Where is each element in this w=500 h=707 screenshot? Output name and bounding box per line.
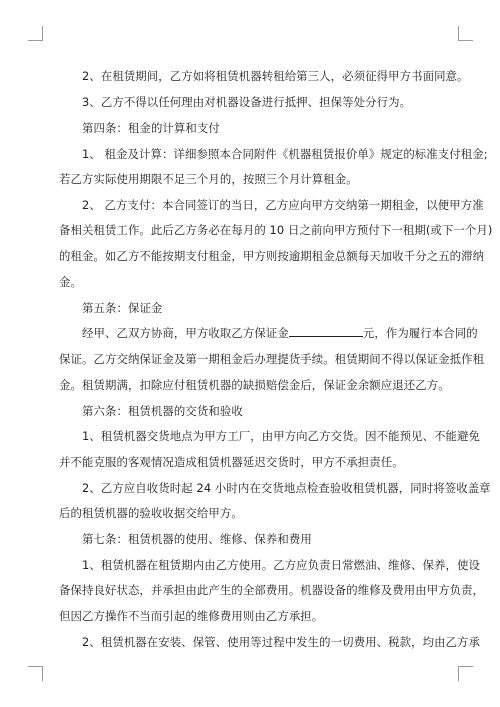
article-6-para-2-line-1: 2、乙方应自收货时起 24 小时内在交货地点检查验收租赁机器，同时将签收盖章 [82,481,491,495]
article-4-para-2-line-2: 备相关租赁工作。此后乙方务必在每月的 10 日之前向甲方预付下一租期(或下一个月) [59,223,493,237]
article-6-heading: 第六条：租赁机器的交货和验收 [82,404,243,418]
article-4-heading: 第四条：租金的计算和支付 [82,121,220,135]
article-7-heading: 第七条：租赁机器的使用、维修、保养和费用 [82,532,312,546]
article-4-para-2-line-1: 2、 乙方支付：本合同签订的当日，乙方应向甲方交纳第一期租金，以便甲方准 [82,198,484,212]
clause-2-paragraph: 2、在租赁期间，乙方如将租赁机器转租给第三人，必须征得甲方书面同意。 [82,69,469,83]
page-corner-mark-top-left [28,26,43,41]
article-4-para-2-line-3: 的租金。如乙方不能按期支付租金，甲方则按逾期租金总额每天加收千分之五的滞纳 [59,249,485,263]
article-5-para-1-line-3: 金。租赁期满，扣除应付租赁机器的缺损赔偿金后，保证金余额应退还乙方。 [59,378,450,392]
article-5-para-1-line-2: 保证。乙方交纳保证金及第一期租金后办理提货手续。租赁期间不得以保证金抵作租 [59,352,485,366]
deposit-amount-blank [289,325,363,337]
article-5-heading: 第五条：保证金 [82,301,163,315]
article-4-para-1-line-2: 若乙方实际使用期限不足三个月的，按照三个月计算租金。 [59,172,358,186]
deposit-text-after: 元，作为履行本合同的 [362,326,478,340]
page-corner-mark-bottom-right [458,666,473,681]
article-6-para-2-line-2: 后的租赁机器的验收收据交给甲方。 [59,506,243,520]
article-4-para-2-line-4: 金。 [59,275,82,289]
clause-3-paragraph: 3、乙方不得以任何理由对机器设备进行抵押、担保等处分行为。 [82,95,412,109]
page-corner-mark-bottom-left [28,666,43,681]
article-7-para-1-line-1: 1、租赁机器在租赁期内由乙方使用。乙方应负责日常燃油、维修、保养，使设 [82,558,481,572]
article-4-para-1-line-1: 1、 租金及计算：详细参照本合同附件《机器租赁报价单》规定的标准支付租金; [82,147,488,161]
article-7-para-2-line-1: 2、租赁机器在安装、保管、使用等过程中发生的一切费用、税款，均由乙方承 [82,635,481,649]
deposit-text-before: 经甲、乙双方协商，甲方收取乙方保证金 [82,326,289,340]
article-7-para-1-line-3: 但因乙方操作不当而引起的维修费用则由乙方承担。 [59,609,324,623]
article-6-para-1-line-2: 并不能克服的客观情况造成租赁机器延迟交货时，甲方不承担责任。 [59,455,404,469]
article-6-para-1-line-1: 1、租赁机器交货地点为甲方工厂，由甲方向乙方交货。因不能预见、不能避免 [82,429,481,443]
page-corner-mark-top-right [458,26,473,41]
article-5-para-1-line-1 [82,325,478,341]
article-7-para-1-line-2: 备保持良好状态，并承担由此产生的全部费用。机器设备的维修及费用由甲方负责， [59,583,485,597]
